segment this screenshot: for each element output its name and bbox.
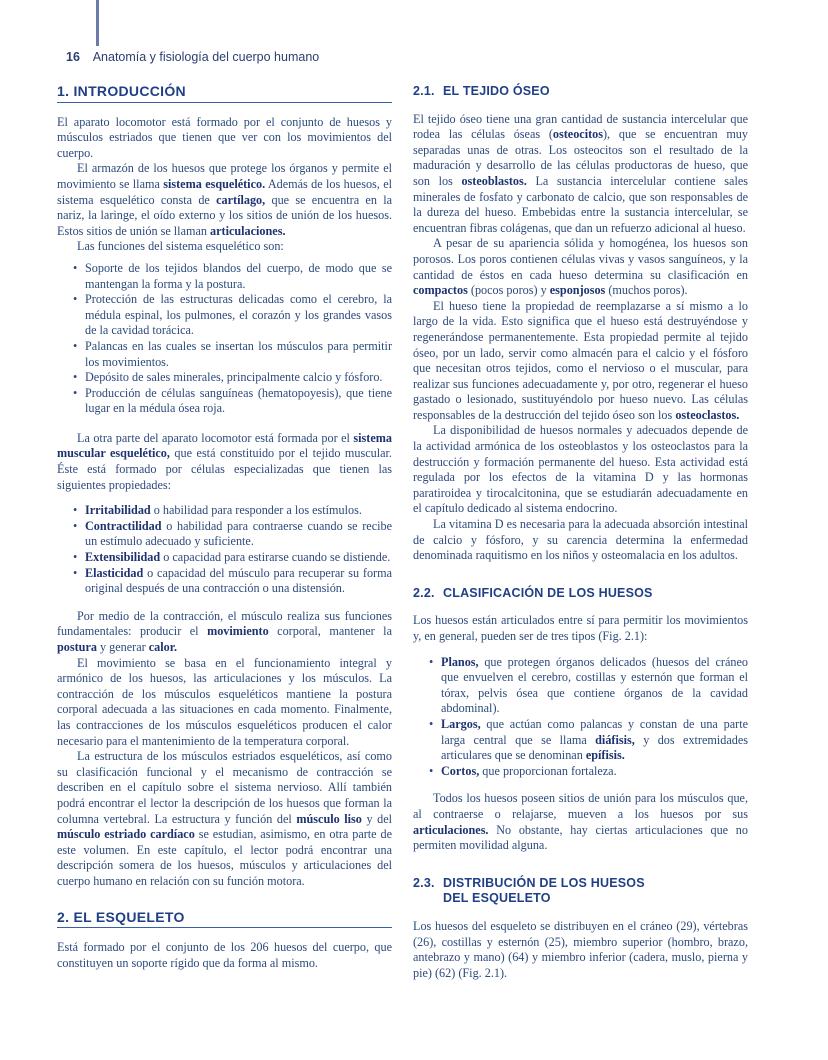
right-column: [413, 84, 748, 981]
list-item: • Contractilidad o habilidad para contraerse cuando se recibe un estímulo adecuado y suficiente.: [75, 519, 392, 550]
paragraph: Por medio de la contracción, el músculo realiza sus funciones fundamentales: producir el movimiento corporal, mantener la postura y generar calor.: [57, 608, 392, 654]
paragraph: La vitamina D es necesaria para la adecuada absorción intestinal de calcio y fósforo, y su carencia determina la enfermedad denominada raquitismo en los niños y osteomalacia en los adultos.: [413, 517, 748, 563]
page-divider-bar: [96, 0, 99, 46]
list-item: • Soporte de los tejidos blandos del cuerpo, de modo que se mantengan la forma y la postura.: [75, 261, 392, 292]
subsection-heading-distribucion: 2.3. DISTRIBUCIÓN DE LOS HUESOS DEL ESQUELETO: [413, 875, 645, 906]
paragraph: El armazón de los huesos que protege los órganos y permite el movimiento se llama sistema esquelético. Además de los huesos, el sistema esquelético consta de cartílago, que se encuentra en la nariz, la laringe, el oído externo y los sitios de unión de los huesos. Estos sitios de unión se llaman articulaciones.: [57, 161, 392, 238]
paragraph: El movimiento se basa en el funcionamiento integral y armónico de los huesos, las articulaciones y los músculos. La contracción de los músculos esqueléticos mantiene la postura corporal adecuada a las situaciones en cada momento. Finalmente, las contracciones de los músculos esqueléticos producen el calor necesario para el mantenimiento de la temperatura corporal.: [57, 655, 392, 748]
list-item: • Irritabilidad o habilidad para responder a los estímulos.: [75, 503, 392, 519]
paragraph: Los huesos están articulados entre sí para permitir los movimientos y, en general, pueden ser de tres tipos (Fig. 2.1):: [413, 613, 748, 643]
paragraph: Todos los huesos poseen sitios de unión para los músculos que, al contraerse o relajarse, mueven a los huesos por sus articulaciones. No obstante, hay ciertas articulaciones que no permiten movilidad alguna.: [413, 791, 748, 853]
list-item: • Producción de células sanguíneas (hematopoyesis), que tiene lugar en la médula ósea roja.: [75, 386, 392, 417]
running-header: [66, 50, 319, 64]
list-item: • Extensibilidad o capacidad para estirarse cuando se distiende.: [75, 550, 392, 566]
subsection-heading-tejido-oseo: 2.1. EL TEJIDO ÓSEO: [413, 84, 550, 98]
properties-list: [57, 503, 392, 597]
list-item: • Palancas en las cuales se insertan los músculos para permitir los movimientos.: [75, 339, 392, 370]
paragraph: Las funciones del sistema esquelético son:: [77, 239, 284, 254]
paragraph: La estructura de los músculos estriados esqueléticos, así como su clasificación funcional y el mecanismo de contracción se describen en el capítulo sobre el sistema nervioso. Allí también podrá encontrar el lector la descripción de los huesos que forman la columna vertebral. La estructura y función del músculo liso y del músculo estriado cardíaco se estudian, asimismo, en otra parte de este volumen. En este capítulo, el lector podrá encontrar una descripción somera de los huesos, músculos y articulaciones del cuerpo humano en relación con su función motora.: [57, 749, 392, 888]
bone-types-list: [413, 655, 748, 780]
list-item: • Planos, que protegen órganos delicados (huesos del cráneo que envuelven el cerebro, costillas y esternón que forman el tórax, pelvis ósea que contiene órganos de la cavidad abdominal).: [431, 655, 748, 717]
subsection-heading-clasificacion: 2.2. CLASIFICACIÓN DE LOS HUESOS: [413, 585, 653, 600]
list-item: • Protección de las estructuras delicadas como el cerebro, la médula espinal, los pulmones, el corazón y los grandes vasos de la cavidad torácica.: [75, 292, 392, 339]
section-heading-introduccion: 1. INTRODUCCIÓN: [57, 84, 392, 103]
page-number: 16: [66, 50, 80, 64]
list-item: • Largos, que actúan como palancas y constan de una parte larga central que se llama diáfisis, y dos extremidades articulares que se denominan epífisis.: [431, 717, 748, 764]
functions-list: [57, 261, 392, 417]
list-item: • Cortos, que proporcionan fortaleza.: [431, 764, 748, 780]
paragraph: El hueso tiene la propiedad de reemplazarse a sí mismo a lo largo de la vida. Esto significa que el hueso está destruyéndose y regenerándose permanentemente. Esta propiedad permite al tejido óseo, por un lado, servir como almacén para el calcio y el fósforo que necesitan otros tejidos, como el nervioso o el muscular, para realizar sus funciones adecuadamente y, por otro, regenerar el hueso gastado o lesionado, sustituyéndolo por hueso nuevo. Las células responsables de la destrucción del tejido óseo son los osteoclastos.: [413, 298, 748, 422]
paragraph: Los huesos del esqueleto se distribuyen en el cráneo (29), vértebras (26), costillas y esternón (25), miembro superior (hombro, brazo, antebrazo y mano) (64) y miembro inferior (cadera, muslo, pierna y pie) (62) (Fig. 2.1).: [413, 918, 748, 980]
paragraph: El tejido óseo tiene una gran cantidad de sustancia intercelular que rodea las células óseas (osteocitos), que se encuentran muy separadas unas de otras. Los osteocitos son el resultado de la maduración y desarrollo de las células productoras de hueso, que son los osteoblastos. La sustancia intercelular contiene sales minerales de fosfato y carbonato de calcio, que son responsables de la dureza del hueso. Embebidas entre la sustancia intercelular, se encuentran fibras colágenas, que dan un refuerzo adicional al hueso.: [413, 111, 748, 235]
paragraph: La disponibilidad de huesos normales y adecuados depende de la actividad armónica de los osteoblastos y los osteoclastos para la destrucción y formación permanente del hueso. Esta actividad está regulada por los efectos de la vitamina D y las hormonas paratiroidea y tirocalcitonina, que se estudiarán adecuadamente en el capítulo dedicado al sistema endocrino.: [413, 423, 748, 516]
book-title: Anatomía y fisiología del cuerpo humano: [92, 50, 320, 64]
list-item: • Depósito de sales minerales, principalmente calcio y fósforo.: [75, 370, 392, 386]
paragraph: La otra parte del aparato locomotor está formada por el sistema muscular esquelético, que está constituido por el tejido muscular. Éste está formado por células especializadas que tienen las siguientes propiedades:: [57, 430, 392, 492]
paragraph: A pesar de su apariencia sólida y homogénea, los huesos son porosos. Los poros contienen células vivas y vasos sanguíneos, y la cantidad de éstos en cada hueso determina su clasificación en compactos (pocos poros) y esponjosos (muchos poros).: [413, 236, 748, 298]
list-item: • Elasticidad o capacidad del músculo para recuperar su forma original después de una contracción o una distensión.: [75, 566, 392, 597]
paragraph: Está formado por el conjunto de los 206 huesos del cuerpo, que constituyen un soporte rígido que da forma al mismo.: [57, 940, 392, 970]
left-column: [57, 84, 392, 971]
section-heading-esqueleto: 2. EL ESQUELETO: [57, 910, 392, 929]
paragraph: El aparato locomotor está formado por el conjunto de huesos y músculos estriados que tienen que ver con los movimientos del cuerpo.: [57, 114, 392, 160]
